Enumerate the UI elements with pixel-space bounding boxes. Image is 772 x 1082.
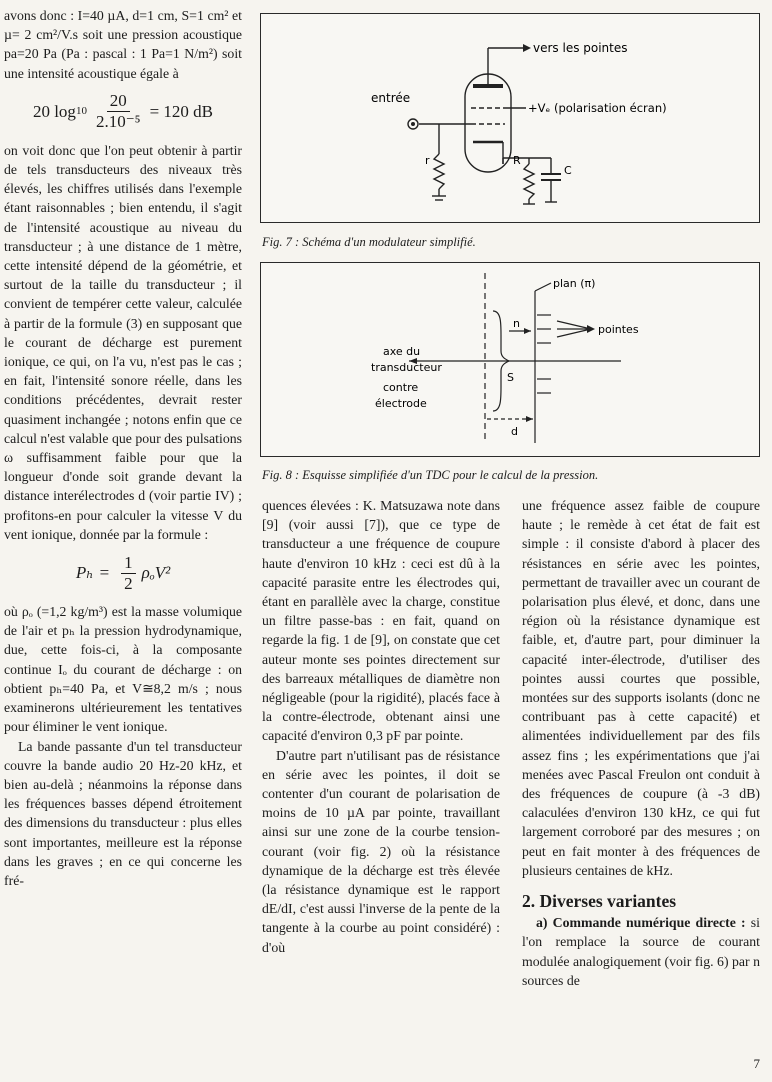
formula-result: = 120 dB [149, 102, 214, 122]
left-paragraph-4: La bande passante d'un tel transducteur couvre la bande audio 20 Hz-20 kHz, et bien au-delà ; néanmoins la réponse dans les fréquences basses dépend étroitement des dimensions du transducteur : plus elles sont importantes, meilleure est la réponse dans les graves ; en ce qui concerne les fré- [4, 738, 242, 888]
label-plan-pi: plan (π) [553, 277, 596, 290]
label-C: C [564, 164, 572, 177]
label-d: d [511, 425, 518, 438]
formula-numerator: 20 [107, 91, 130, 112]
label-S: S [507, 371, 514, 384]
formula-log-base: 10 [75, 105, 87, 118]
label-electrode: électrode [375, 397, 427, 410]
label-entree: entrée [371, 91, 411, 105]
formula2-rhs: ρₒV² [141, 563, 171, 583]
middle-column [262, 496, 500, 957]
middle-paragraph-2: D'autre part n'utilisant pas de résistance en série avec les pointes, il doit se contenter d'un courant de polarisation de moins de 10 µA par pointe, travaillant ainsi sur une zone de la courbe tension-courant (voir fig. 2) où la résistance dynamique de la décharge est très élevée (la résistance dynamique est le rapport dE/dI, c'est aussi l'inverse de la pente de la tangente à la courbe au point considéré) : d'où [262, 747, 500, 955]
left-paragraph-2: on voit donc que l'on peut obtenir à partir de tels transducteurs des niveaux très élevés, les chiffres utilisés dans l'exemple étant raisonnables ; bien entendu, il s'agit de l'intensité acoustique au niveau du transducteur ; à une distance de 1 mètre, cette intensité dépend de la géométrie, et surtout de la taille du transducteur ; il convient de tempérer cette valeur, calculée à partir de la formule (3) en supposant que le courant de décharge est purement ionique, ce qui, on l'a vu, n'est pas le cas ; en fait, l'intensité sonore réelle, dans les conditions précédentes, devrait rester quasiment inchangée ; notons enfin que ce calcul n'est valable que pour des pulsations ω suffisamment faible pour que la longueur d'onde soit grande devant la distance interélectrodes d (voir partie IV) ; profitons-en pour calculer la vitesse V du vent ionique, donnée par la formule : [4, 142, 242, 542]
figure-8-tdc-sketch [260, 262, 760, 457]
middle-paragraph-1: quences élevées : K. Matsuzawa note dans [9] (voir aussi [7]), que ce type de transducteur a une fréquence de coupure haute d'environ 10 kHz : ceci est dû à la capacité parasite entre les électrodes qui, étant en parallèle avec la charge, constitue un filtre passe-bas : en fait, quand on regarde la fig. 1 de [9], on constate que cet auteur monte ses pointes directement sur des barreaux métalliques de diamètre non négligeable (pour la rigidité), placés face à la contre-électrode, obtenant ainsi une capacité d'environ 0,3 pF par pointe. [262, 498, 500, 744]
right-column [522, 496, 760, 990]
formula-fraction [93, 91, 144, 132]
label-polarisation-ecran: +Vₑ (polarisation écran) [528, 101, 667, 115]
section-title: 2. Diverses variantes [522, 891, 677, 912]
label-R: R [513, 154, 521, 167]
page-number: 7 [753, 1056, 760, 1071]
formula-hydrodynamic-pressure: Pₕ = $\frac{1}{2}$ ρₒV² [75, 552, 171, 593]
left-paragraph-1: avons donc : I=40 µA, d=1 cm, S=1 cm² et µ= 2 cm²/V.s soit une pression acoustique pa=20 Pa (Pa : pascal : 1 Pa=1 N/m²) soit une intensité acoustique égale à [4, 8, 242, 81]
label-contre: contre [383, 381, 419, 394]
label-n: n [513, 317, 520, 330]
formula2-lhs: Pₕ [75, 563, 94, 583]
label-transducteur: transducteur [371, 361, 442, 374]
figure-7-caption: Fig. 7 : Schéma d'un modulateur simplifié. [262, 235, 476, 249]
left-paragraph-3: où ρₒ (=1,2 kg/m³) est la masse volumique de l'air et pₕ la pression hydrodynamique, due, cette fois-ci, à la composante continue Iₒ du courant de décharge : on obtient pₕ=40 Pa, et V≅8,2 m/s ; nous examinerons ultérieurement les tentatives pour éliminer le vent ionique. [4, 604, 242, 735]
label-r: r [425, 154, 430, 167]
tdc-pressure-diagram [261, 263, 759, 456]
label-pointes: pointes [598, 323, 639, 336]
figure-7-modulator-schematic [260, 13, 760, 223]
right-paragraph-2 [522, 913, 760, 990]
formula2-fraction [121, 553, 136, 594]
right-paragraph-1: une fréquence assez faible de coupure haute ; le remède à cet état de fait est simple : il consiste d'abord à placer des résistances en série avec les pointes, permettant de travailler avec un courant de polarisation plus élevé, et donc, dans une région où la résistance dynamique est faible, et, d'autre part, pour diminuer la capacité inter-électrode, d'utiliser des pointes aussi courtes que possible, montées sur des supports isolants (donc ne contribuant pas à cette capacité) et alimentées individuellement par des fils assez fins ; les expérimentations que j'ai menées avec Pascal Freulon ont conduit à des fréquences de coupure (à -3 dB) calaculées d'environ 130 kHz, ce qui fut largement corroboré par des mesures ; on peut en fait monter à des fréquences de plusieurs centaines de kHz. [522, 498, 760, 878]
formula-denominator: 2.10⁻⁵ [95, 112, 141, 132]
subsection-title: a) Commande numérique directe : [536, 915, 746, 931]
formula-decibel [4, 83, 242, 141]
label-axe-du: axe du [383, 345, 421, 358]
formula2-denominator: 2 [124, 573, 133, 593]
formula-prefix: 20 log [32, 102, 76, 122]
label-vers-les-pointes: vers les pointes [533, 41, 628, 55]
right-paragraph-2-text: si l'on remplace la source de courant modulée analogiquement (voir fig. 6) par n sources de [522, 915, 760, 988]
figure-8-caption: Fig. 8 : Esquisse simplifiée d'un TDC pour le calcul de la pression. [262, 468, 599, 482]
modulator-circuit-diagram [261, 14, 759, 222]
left-column [4, 6, 242, 890]
formula2-numerator: 1 [121, 553, 136, 574]
